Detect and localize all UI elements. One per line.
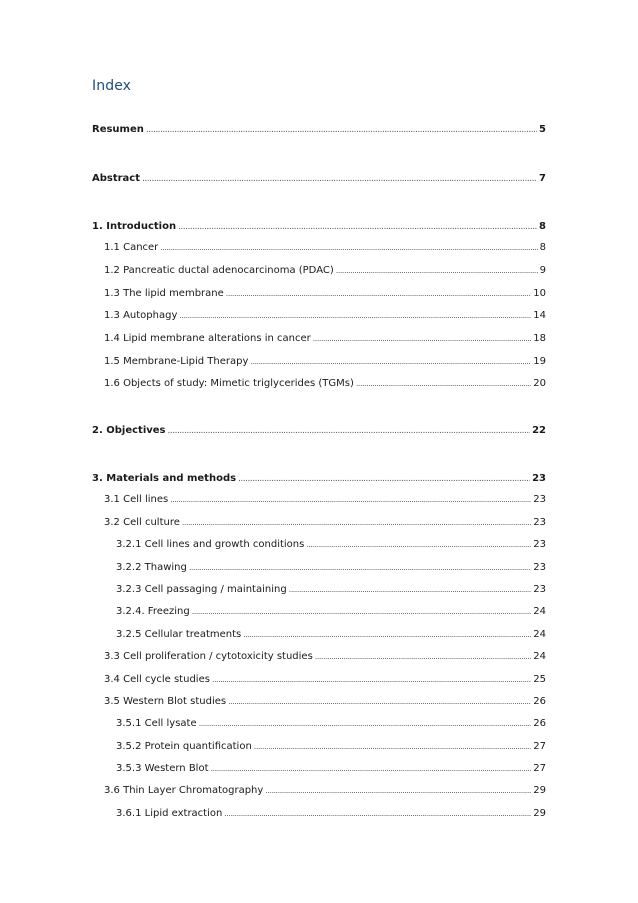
toc-entry-label: 1.1 Cancer (104, 242, 159, 253)
toc-entry-page: 24 (533, 651, 546, 662)
toc-entry-label: 3.2.3 Cell passaging / maintaining (116, 584, 287, 595)
toc-entry-page: 8 (539, 221, 546, 232)
dot-leader (142, 171, 537, 187)
toc-entry-page: 23 (533, 584, 546, 595)
toc-entry[interactable] (92, 537, 546, 553)
toc-entry-label: 1.3 Autophagy (104, 310, 178, 321)
toc-entry-label: 3.2 Cell culture (104, 517, 180, 528)
toc-entry-page: 23 (533, 562, 546, 573)
toc-entry-label: 3.2.1 Cell lines and growth conditions (116, 539, 305, 550)
toc-entry-page: 23 (533, 494, 546, 505)
toc-entry-page: 27 (533, 763, 546, 774)
dot-leader (170, 492, 531, 508)
toc-entry-label: 3.5.2 Protein quantification (116, 741, 252, 752)
toc-entry[interactable] (92, 240, 546, 256)
toc-entry-label: 1.5 Membrane-Lipid Therapy (104, 356, 249, 367)
dot-leader (265, 783, 531, 799)
toc-entry-page: 7 (539, 173, 546, 184)
dot-leader (199, 716, 532, 732)
toc-entry[interactable] (92, 761, 546, 777)
toc-entry-label: 1.6 Objects of study: Mimetic triglycerides (TGMs) (104, 378, 354, 389)
dot-leader (306, 537, 531, 553)
toc-entry-page: 29 (533, 808, 546, 819)
toc-entry[interactable] (92, 806, 546, 822)
toc-entry-page: 25 (533, 674, 546, 685)
toc-entry-label: 3.1 Cell lines (104, 494, 169, 505)
toc-entry-label: 3.5.3 Western Blot (116, 763, 209, 774)
toc-entry-label: 3. Materials and methods (92, 473, 237, 484)
toc-entry[interactable] (92, 423, 546, 439)
toc-entry-label: 3.2.4. Freezing (116, 606, 190, 617)
toc-entry[interactable] (92, 354, 546, 370)
dot-leader (160, 240, 537, 256)
toc-entry[interactable] (92, 649, 546, 665)
toc-entry-label: 1.2 Pancreatic ductal adenocarcinoma (PDAC) (104, 265, 334, 276)
toc-entry-page: 18 (533, 333, 546, 344)
dot-leader (182, 515, 531, 531)
dot-leader (226, 286, 531, 302)
toc-entry-label: 3.4 Cell cycle studies (104, 674, 210, 685)
toc-entry-page: 19 (533, 356, 546, 367)
toc-entry[interactable] (92, 492, 546, 508)
dot-leader (224, 806, 531, 822)
toc-entry[interactable] (92, 716, 546, 732)
dot-leader (356, 376, 531, 392)
toc-entry-label: 1.3 The lipid membrane (104, 288, 224, 299)
dot-leader (228, 694, 531, 710)
toc-entry[interactable] (92, 560, 546, 576)
toc-entry-page: 24 (533, 629, 546, 640)
toc-entry[interactable] (92, 376, 546, 392)
dot-leader (192, 604, 532, 620)
toc-entry-page: 29 (533, 785, 546, 796)
toc-entry[interactable] (92, 783, 546, 799)
dot-leader (250, 354, 531, 370)
toc-entry-label: 3.6.1 Lipid extraction (116, 808, 223, 819)
toc-entry-label: 3.2.5 Cellular treatments (116, 629, 242, 640)
dot-leader (315, 649, 531, 665)
toc-entry-label: Abstract (92, 173, 141, 184)
toc-entry[interactable] (92, 582, 546, 598)
toc-entry-page: 22 (532, 425, 546, 436)
dot-leader (212, 672, 531, 688)
toc-entry[interactable] (92, 604, 546, 620)
toc-entry-page: 26 (533, 718, 546, 729)
dot-leader (168, 423, 531, 439)
toc-entry-page: 23 (533, 517, 546, 528)
toc-entry-label: 3.5 Western Blot studies (104, 696, 227, 707)
toc-entry-label: 3.2.2 Thawing (116, 562, 187, 573)
toc-entry-page: 24 (533, 606, 546, 617)
toc-entry[interactable] (92, 515, 546, 531)
toc-entry[interactable] (92, 286, 546, 302)
toc-entry-page: 10 (533, 288, 546, 299)
toc-entry-label: 3.6 Thin Layer Chromatography (104, 785, 264, 796)
toc-entry-label: 3.3 Cell proliferation / cytotoxicity studies (104, 651, 313, 662)
index-heading: Index (92, 78, 132, 94)
toc-entry-label: 1.4 Lipid membrane alterations in cancer (104, 333, 311, 344)
toc-entry-page: 20 (533, 378, 546, 389)
toc-entry[interactable] (92, 471, 546, 487)
dot-leader (179, 308, 531, 324)
toc-entry-page: 5 (539, 124, 546, 135)
toc-entry-page: 8 (539, 242, 546, 253)
dot-leader (211, 761, 532, 777)
toc-entry[interactable] (92, 739, 546, 755)
toc-entry[interactable] (92, 171, 546, 187)
toc-entry-label: 3.5.1 Cell lysate (116, 718, 197, 729)
toc-entry[interactable] (92, 308, 546, 324)
toc-entry-page: 27 (533, 741, 546, 752)
dot-leader (189, 560, 531, 576)
dot-leader (178, 219, 537, 235)
toc-entry[interactable] (92, 263, 546, 279)
toc-entry-page: 14 (533, 310, 546, 321)
dot-leader (238, 471, 530, 487)
toc-entry-page: 23 (533, 539, 546, 550)
toc-entry-page: 23 (532, 473, 546, 484)
toc-entry[interactable] (92, 122, 546, 138)
dot-leader (146, 122, 537, 138)
toc-entry[interactable] (92, 694, 546, 710)
toc-entry-label: 2. Objectives (92, 425, 166, 436)
dot-leader (289, 582, 532, 598)
toc-entry-label: 1. Introduction (92, 221, 177, 232)
toc-entry-page: 9 (539, 265, 546, 276)
toc-entry[interactable] (92, 331, 546, 347)
dot-leader (313, 331, 532, 347)
dot-leader (243, 627, 531, 643)
toc-entry-page: 26 (533, 696, 546, 707)
toc-entry[interactable] (92, 219, 546, 235)
toc-entry[interactable] (92, 672, 546, 688)
toc-entry-label: Resumen (92, 124, 144, 135)
dot-leader (254, 739, 531, 755)
dot-leader (336, 263, 538, 279)
toc-entry[interactable] (92, 627, 546, 643)
